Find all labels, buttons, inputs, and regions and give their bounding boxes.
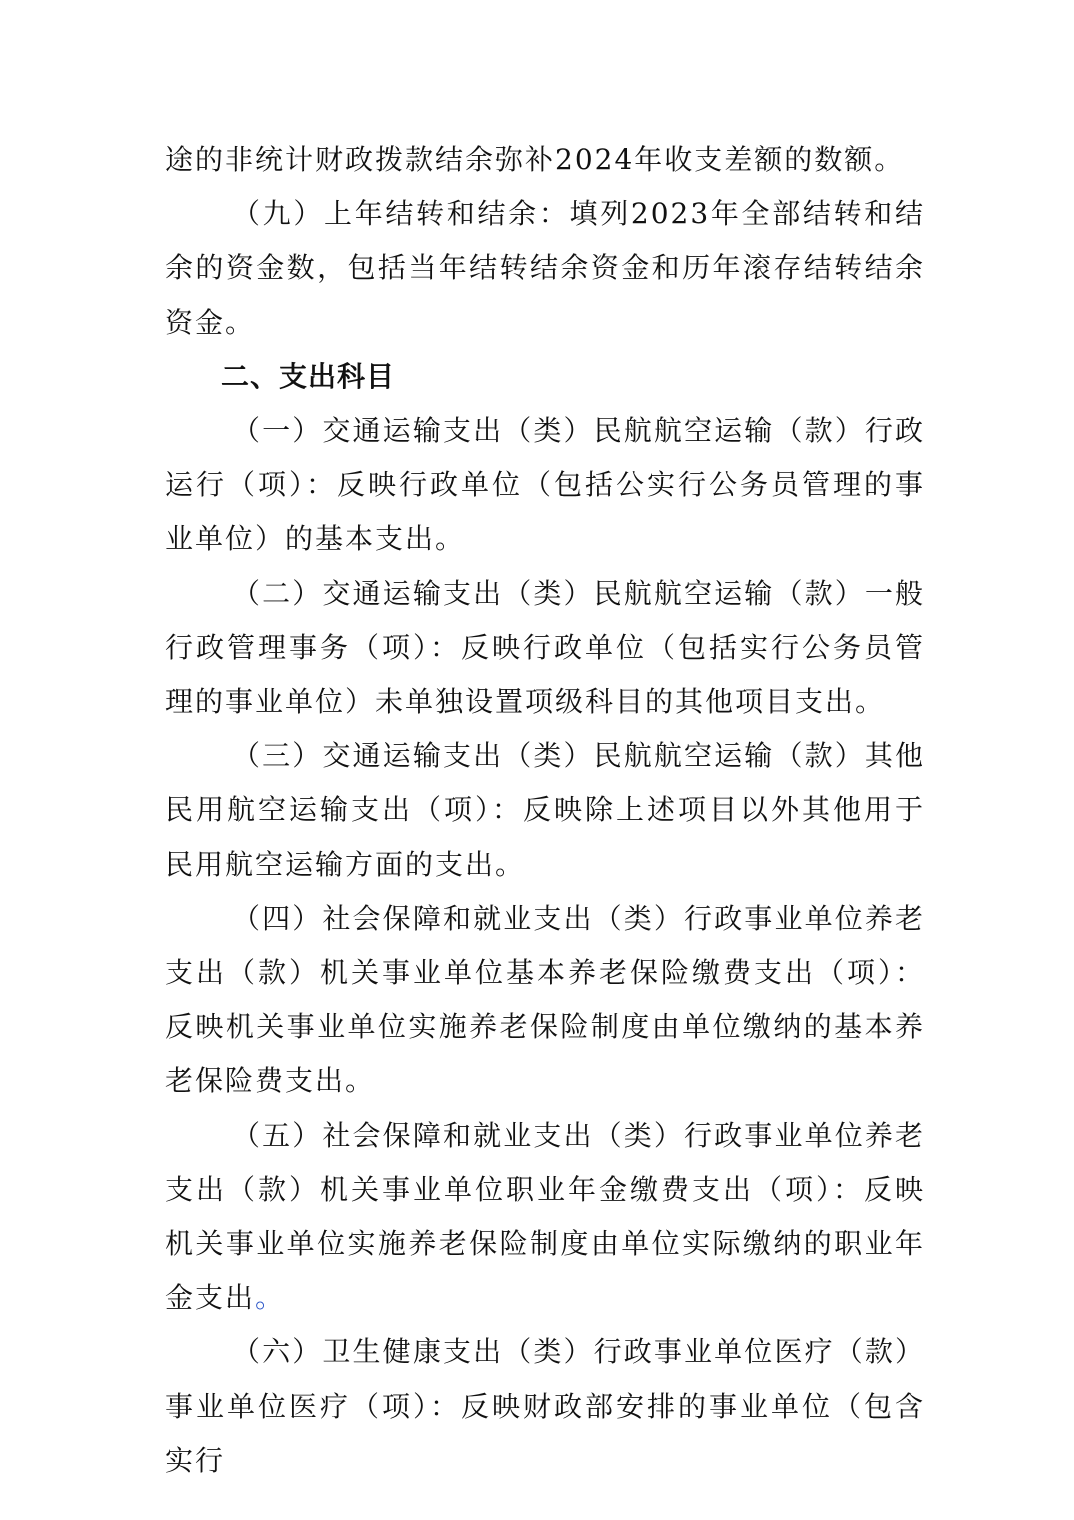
paragraph-item-2: （二）交通运输支出（类）民航航空运输（款）一般行政管理事务（项）：反映行政单位（包括实行公务员管理的事业单位）未单独设置项级科目的其他项目支出。 [165,576,925,719]
paragraph-item-4: （四）社会保障和就业支出（类）行政事业单位养老支出（款）机关事业单位基本养老保险缴费支出（项）：反映机关事业单位实施养老保险制度由单位缴纳的基本养老保险费支出。 [165,901,925,1098]
paragraph-continued: 途的非统计财政拨款结余弥补2024年收支差额的数额。 [165,143,905,176]
paragraph-item-5 [165,1109,925,1326]
paragraph-item-3: （三）交通运输支出（类）民航航空运输（款）其他民用航空运输支出（项）：反映除上述项目以外其他用于民用航空运输方面的支出。 [165,739,925,881]
paragraph-item-6: （六）卫生健康支出（类）行政事业单位医疗（款）事业单位医疗（项）：反映财政部安排的事业单位（包含实行 [165,1335,925,1477]
section-heading-expenditure: 二、支出科目 [221,359,396,393]
paragraph-prior-year-balance: （九）上年结转和结余：填列2023年全部结转和结余的资金数，包括当年结转结余资金和历年滚存结转结余资金。 [165,197,925,339]
paragraph-item-1: （一）交通运输支出（类）民航航空运输（款）行政运行（项）：反映行政单位（包括公实行公务员管理的事业单位）的基本支出。 [165,414,925,556]
paragraph-item-5-text: （五）社会保障和就业支出（类）行政事业单位养老支出（款）机关事业单位职业年金缴费支出（项）：反映机关事业单位实施养老保险制度由单位实际缴纳的职业年金支出 [165,1118,925,1315]
document-body [165,133,925,1488]
paragraph-item-5-period: 。 [255,1281,286,1315]
